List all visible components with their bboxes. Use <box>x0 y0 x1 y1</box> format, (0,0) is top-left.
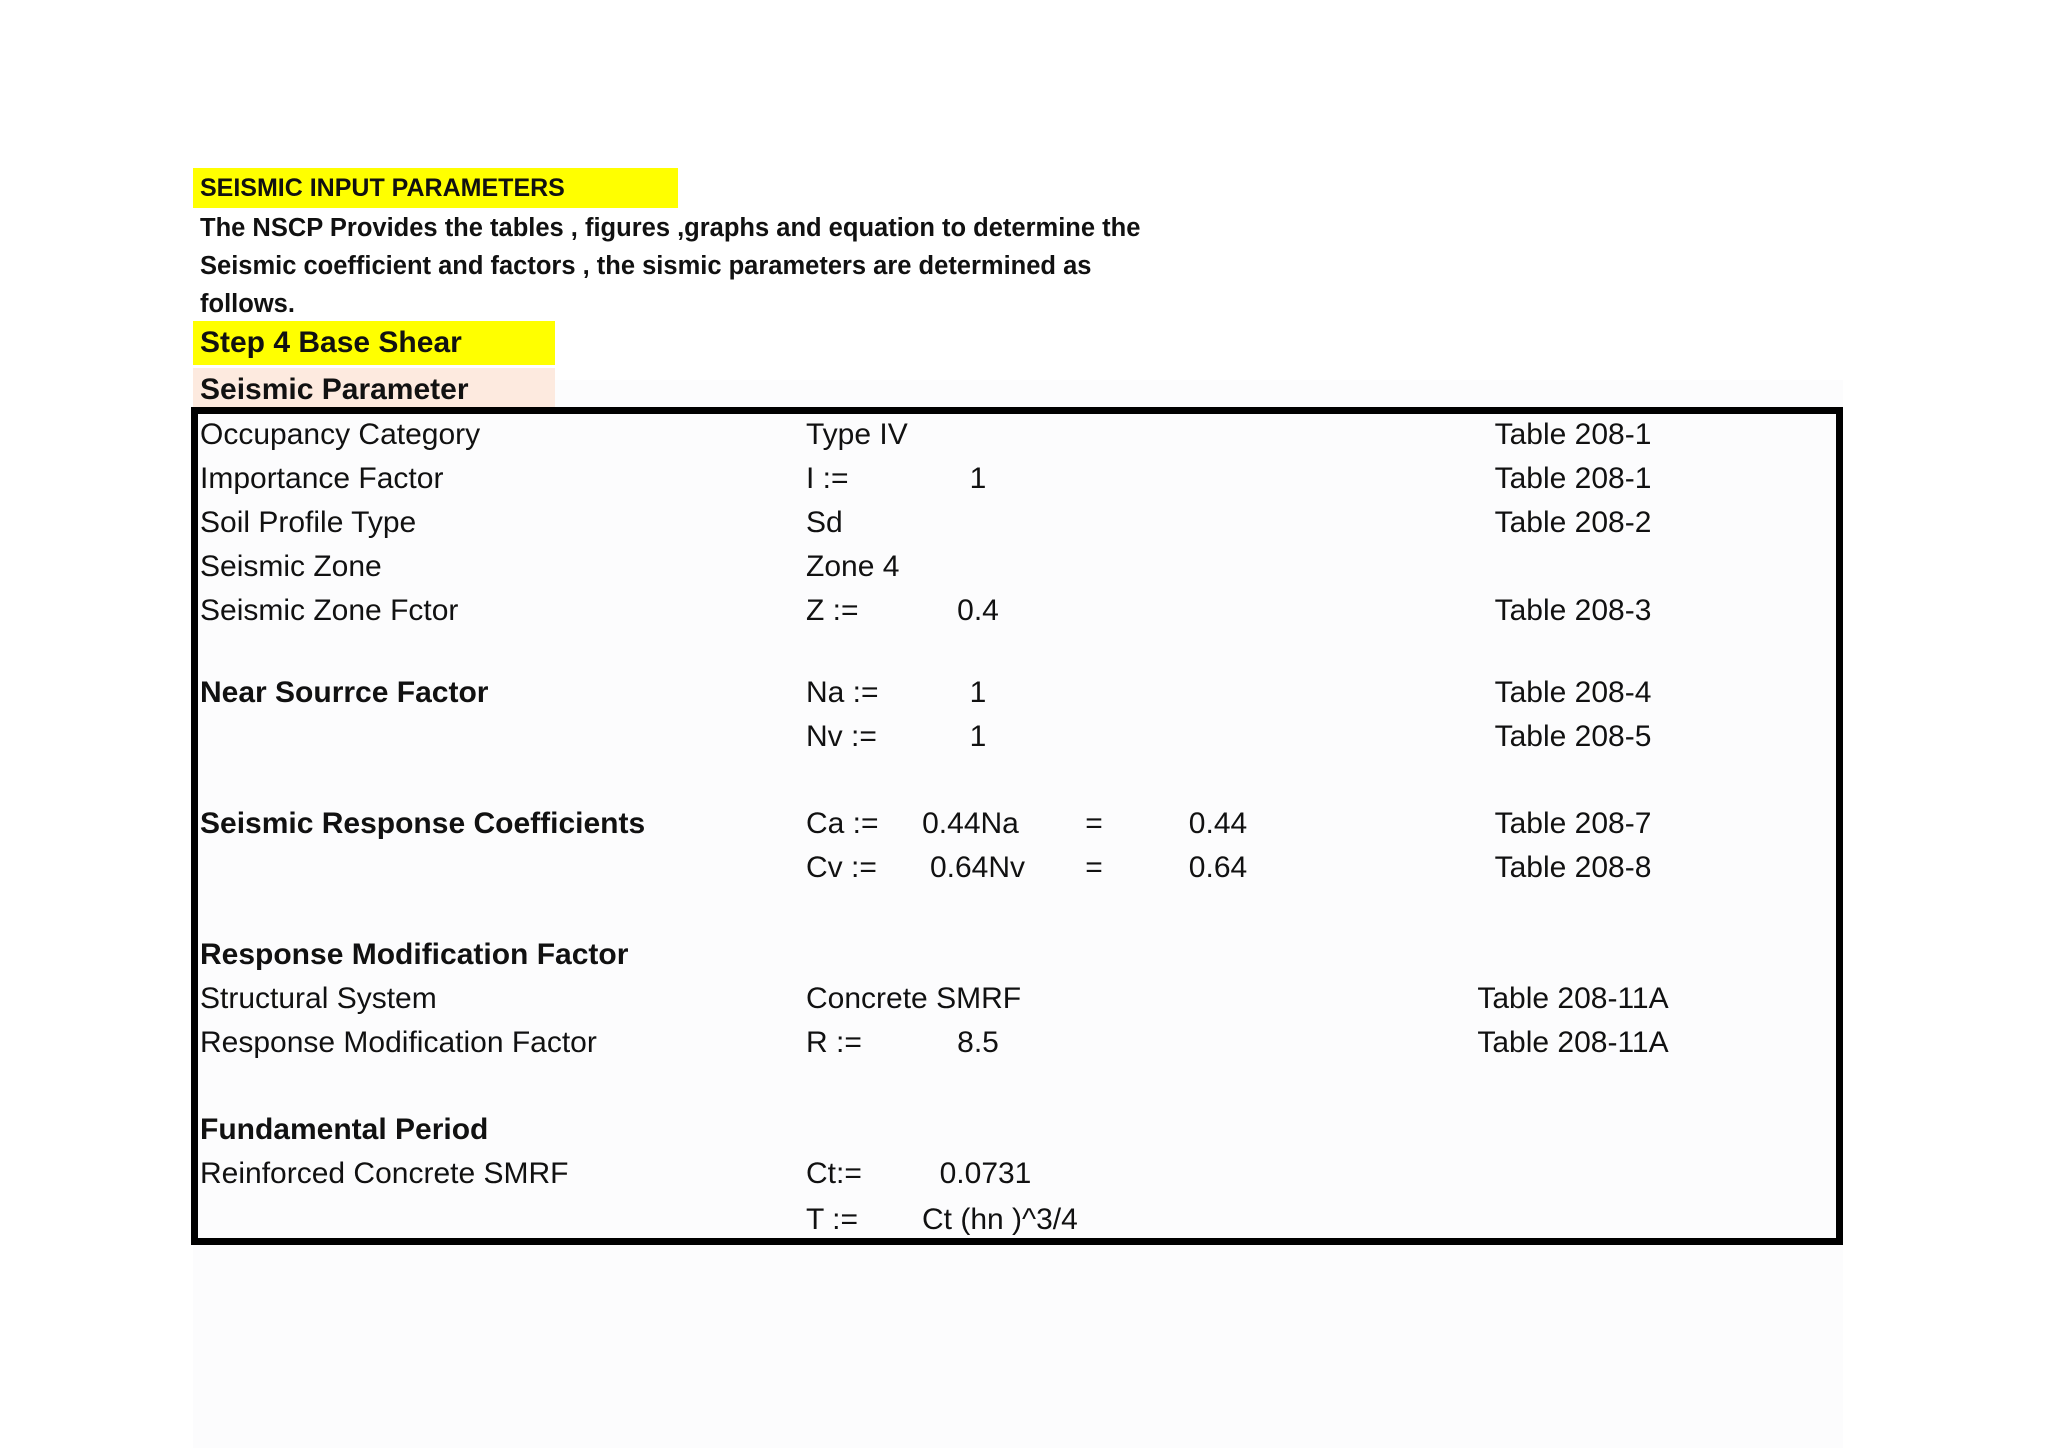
zone-factor-table-ref: Table 208-3 <box>1494 594 1652 627</box>
r-value: 8.5 <box>957 1026 999 1059</box>
ca-expression: 0.44Na <box>922 807 1019 840</box>
structural-system-label: Structural System <box>200 982 437 1015</box>
ca-symbol: Ca := <box>806 807 879 840</box>
nv-table-ref: Table 208-5 <box>1494 720 1652 753</box>
importance-label: Importance Factor <box>200 462 444 495</box>
response-modification-heading: Response Modification Factor <box>200 938 629 971</box>
response-coefficients-heading: Seismic Response Coefficients <box>200 807 646 840</box>
nv-symbol: Nv := <box>806 720 877 753</box>
reinforced-concrete-label: Reinforced Concrete SMRF <box>200 1157 569 1190</box>
t-symbol: T := <box>806 1203 858 1236</box>
t-expression: Ct (hn )^3/4 <box>922 1203 1078 1236</box>
na-symbol: Na := <box>806 676 879 709</box>
importance-table-ref: Table 208-1 <box>1494 462 1652 495</box>
structural-system-value: Concrete SMRF <box>806 982 1022 1015</box>
response-modification-label: Response Modification Factor <box>200 1026 597 1059</box>
fundamental-period-heading: Fundamental Period <box>200 1113 489 1146</box>
ct-value: 0.0731 <box>939 1157 1032 1190</box>
intro-line-3: follows. <box>200 290 295 318</box>
cv-table-ref: Table 208-8 <box>1494 851 1652 884</box>
step-heading: Step 4 Base Shear <box>193 321 555 365</box>
occupancy-value: Type IV <box>806 418 908 451</box>
soil-profile-table-ref: Table 208-2 <box>1494 506 1652 539</box>
seismic-parameter-heading: Seismic Parameter <box>193 368 555 412</box>
occupancy-table-ref: Table 208-1 <box>1494 418 1652 451</box>
occupancy-label: Occupancy Category <box>200 418 481 451</box>
ca-equals: = <box>1085 807 1103 840</box>
importance-symbol: I := <box>806 462 849 495</box>
ca-value: 0.44 <box>1188 807 1248 840</box>
ca-table-ref: Table 208-7 <box>1494 807 1652 840</box>
zone-factor-symbol: Z := <box>806 594 859 627</box>
near-source-heading: Near Sourrce Factor <box>200 676 489 709</box>
section-title: SEISMIC INPUT PARAMETERS <box>193 168 678 208</box>
nv-value: 1 <box>969 720 987 753</box>
cv-symbol: Cv := <box>806 851 877 884</box>
seismic-zone-value: Zone 4 <box>806 550 900 583</box>
structural-system-table-ref: Table 208-11A <box>1477 982 1669 1015</box>
ct-symbol: Ct:= <box>806 1157 862 1190</box>
cv-value: 0.64 <box>1188 851 1248 884</box>
zone-factor-value: 0.4 <box>957 594 999 627</box>
r-table-ref: Table 208-11A <box>1477 1026 1669 1059</box>
soil-profile-value: Sd <box>806 506 843 539</box>
cv-equals: = <box>1085 851 1103 884</box>
seismic-zone-label: Seismic Zone <box>200 550 382 583</box>
importance-value: 1 <box>969 462 987 495</box>
intro-line-2: Seismic coefficient and factors , the sismic parameters are determined as <box>200 252 1092 280</box>
cv-expression: 0.64Nv <box>929 851 1026 884</box>
intro-line-1: The NSCP Provides the tables , figures ,graphs and equation to determine the <box>200 214 1141 242</box>
na-table-ref: Table 208-4 <box>1494 676 1652 709</box>
soil-profile-label: Soil Profile Type <box>200 506 417 539</box>
zone-factor-label: Seismic Zone Fctor <box>200 594 459 627</box>
r-symbol: R := <box>806 1026 862 1059</box>
na-value: 1 <box>969 676 987 709</box>
